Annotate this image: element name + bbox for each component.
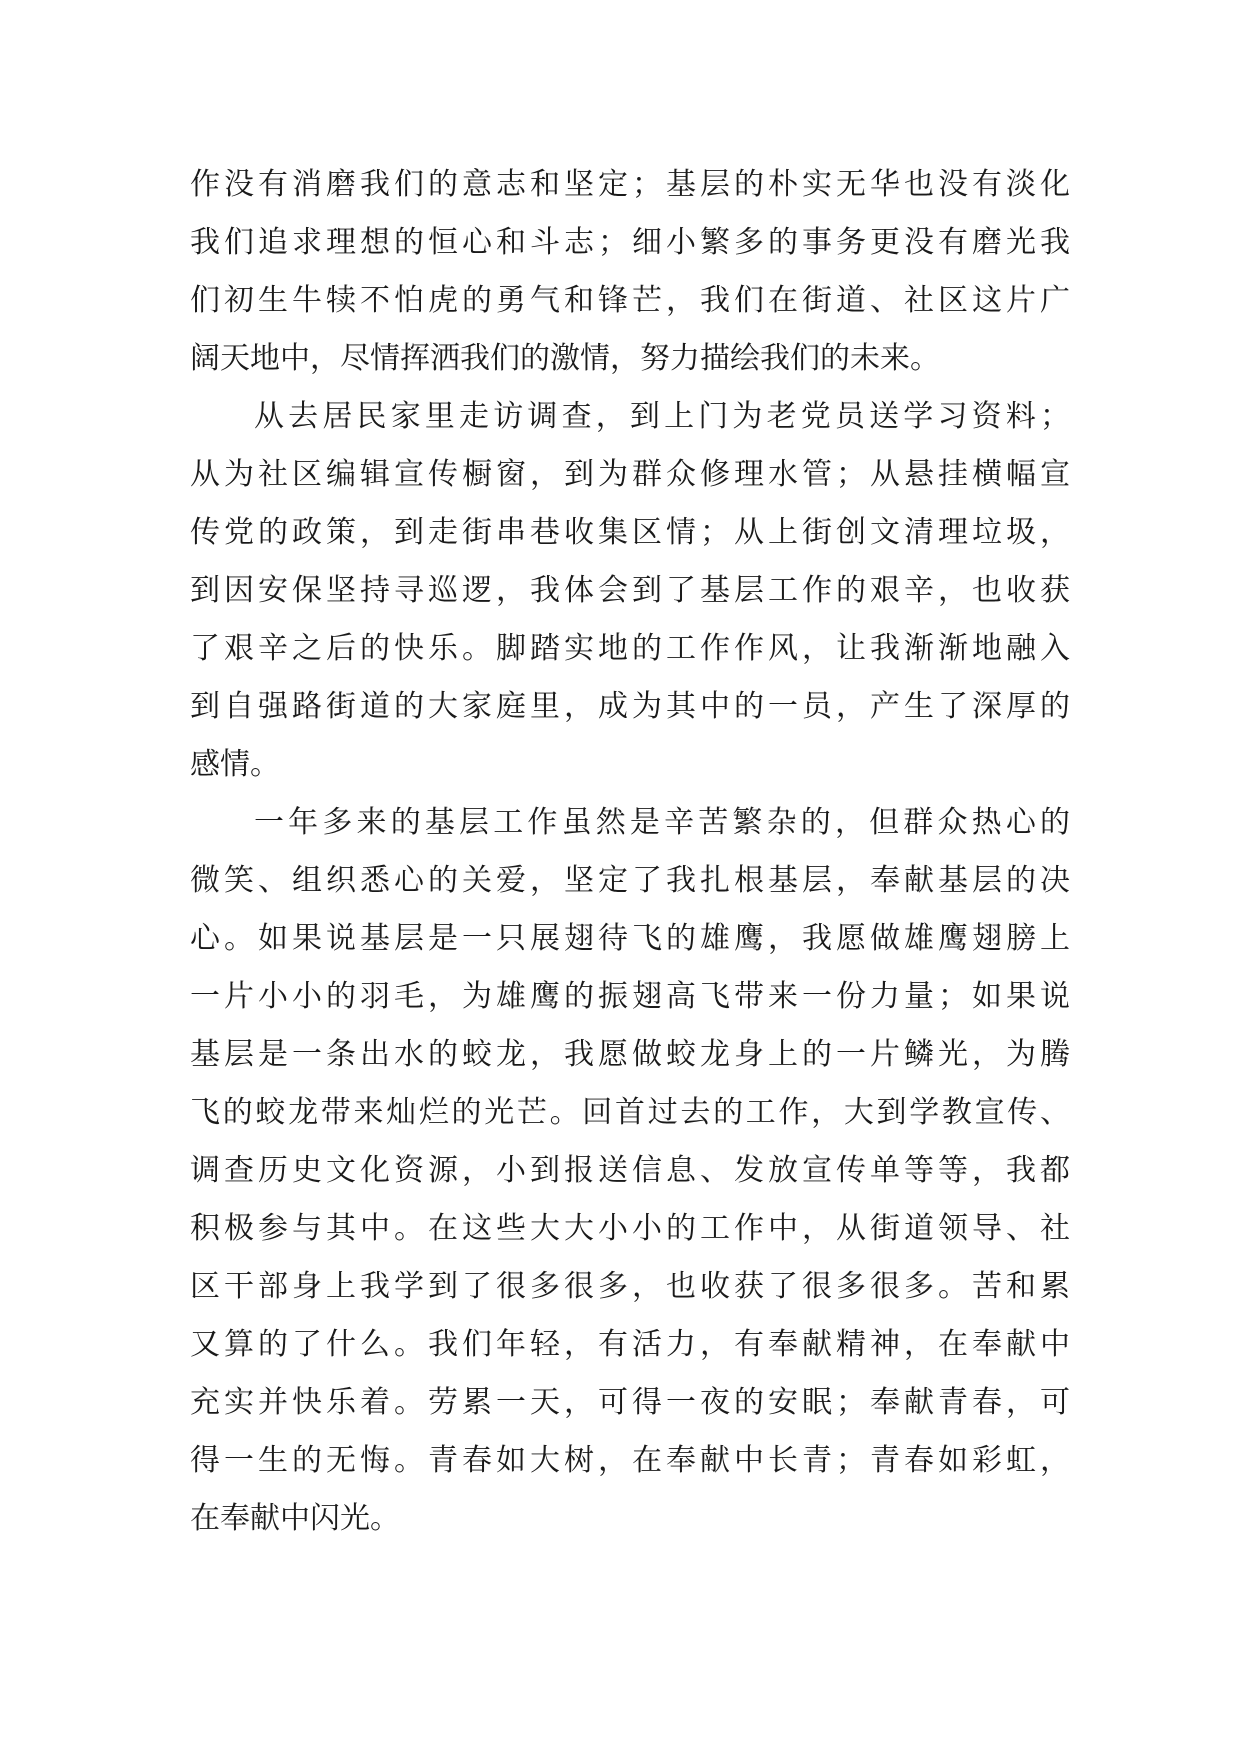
paragraph-2-line-7: 感情。	[190, 747, 280, 782]
paragraph-2-line-5: 了艰辛之后的快乐。脚踏实地的工作作风，让我渐渐地融入	[190, 631, 1070, 666]
paragraph-3-line-3: 心。如果说基层是一只展翅待飞的雄鹰，我愿做雄鹰翅膀上	[190, 921, 1070, 956]
paragraph-3-line-5: 基层是一条出水的蛟龙，我愿做蛟龙身上的一片鳞光，为腾	[190, 1037, 1070, 1072]
paragraph-1-line-4: 阔天地中，尽情挥洒我们的激情，努力描绘我们的未来。	[190, 341, 940, 376]
paragraph-2-line-6: 到自强路街道的大家庭里，成为其中的一员，产生了深厚的	[190, 689, 1070, 724]
paragraph-3-line-12: 得一生的无悔。青春如大树，在奉献中长青；青春如彩虹，	[190, 1443, 1070, 1478]
paragraph-3-line-4: 一片小小的羽毛，为雄鹰的振翅高飞带来一份力量；如果说	[190, 979, 1070, 1014]
paragraph-2-line-4: 到因安保坚持寻巡逻，我体会到了基层工作的艰辛，也收获	[190, 573, 1070, 608]
paragraph-2-line-2: 从为社区编辑宣传橱窗，到为群众修理水管；从悬挂横幅宣	[190, 457, 1070, 492]
paragraph-3-line-10: 又算的了什么。我们年轻，有活力，有奉献精神，在奉献中	[190, 1327, 1070, 1362]
paragraph-2-line-1: 从去居民家里走访调查，到上门为老党员送学习资料；	[254, 399, 1070, 434]
paragraph-2-line-3: 传党的政策，到走街串巷收集区情；从上街创文清理垃圾，	[190, 515, 1070, 550]
paragraph-3-line-11: 充实并快乐着。劳累一天，可得一夜的安眠；奉献青春，可	[190, 1385, 1070, 1420]
paragraph-1-line-1: 作没有消磨我们的意志和坚定；基层的朴实无华也没有淡化	[190, 167, 1070, 202]
paragraph-1-line-3: 们初生牛犊不怕虎的勇气和锋芒，我们在街道、社区这片广	[190, 283, 1070, 318]
body-text	[190, 156, 1070, 1548]
paragraph-3-line-8: 积极参与其中。在这些大大小小的工作中，从街道领导、社	[190, 1211, 1070, 1246]
paragraph-3-line-1: 一年多来的基层工作虽然是辛苦繁杂的，但群众热心的	[254, 805, 1070, 840]
paragraph-1-line-2: 我们追求理想的恒心和斗志；细小繁多的事务更没有磨光我	[190, 225, 1070, 260]
paragraph-3-line-2: 微笑、组织悉心的关爱，坚定了我扎根基层，奉献基层的决	[190, 863, 1070, 898]
paragraph-3-line-9: 区干部身上我学到了很多很多，也收获了很多很多。苦和累	[190, 1269, 1070, 1304]
paragraph-3-line-6: 飞的蛟龙带来灿烂的光芒。回首过去的工作，大到学教宣传、	[190, 1095, 1070, 1130]
paragraph-3-line-7: 调查历史文化资源，小到报送信息、发放宣传单等等，我都	[190, 1153, 1070, 1188]
paragraph-3-line-13: 在奉献中闪光。	[190, 1501, 400, 1536]
